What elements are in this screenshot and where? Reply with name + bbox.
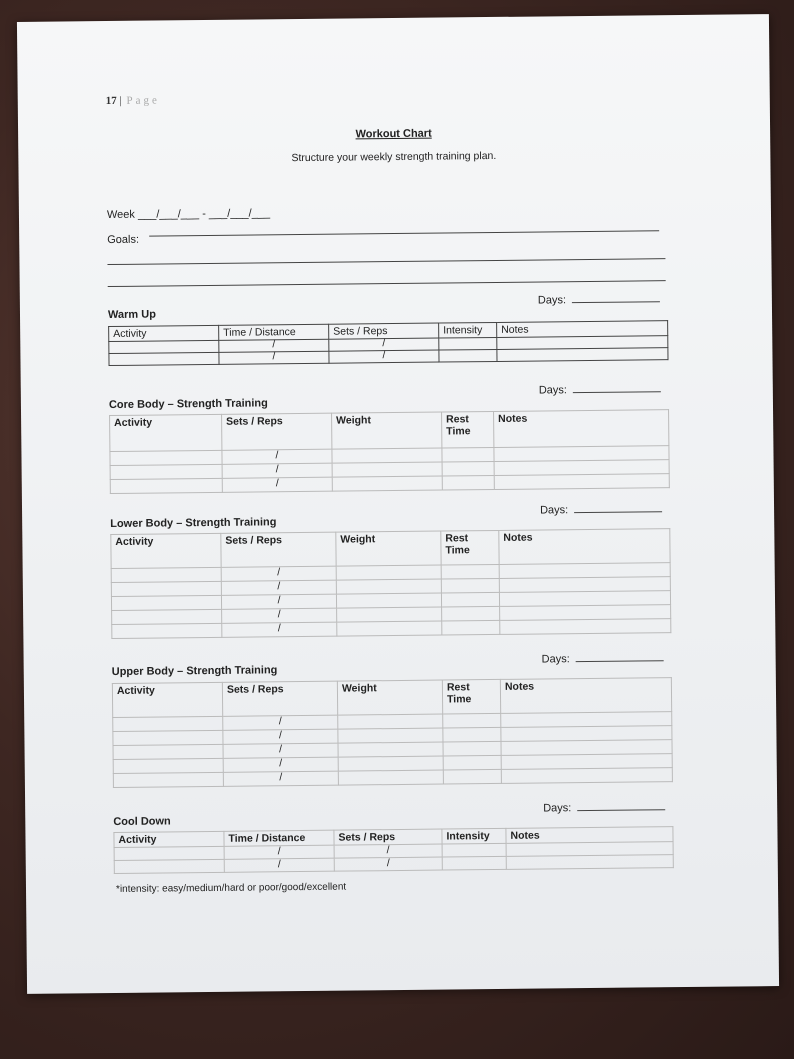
column-header: Notes: [506, 827, 673, 844]
days-blank[interactable]: [577, 809, 665, 811]
column-header: Rest Time: [441, 530, 499, 565]
page-title: Workout Chart: [355, 127, 432, 141]
column-header: Sets / Reps: [221, 532, 336, 567]
table-cell[interactable]: /: [334, 857, 442, 871]
days-label: Days:: [541, 653, 570, 666]
column-header: Activity: [111, 533, 221, 568]
table-cell[interactable]: [110, 478, 222, 493]
table-cell[interactable]: [441, 564, 499, 579]
table-cell[interactable]: [442, 606, 500, 621]
page-subtitle: Structure your weekly strength training plan.: [291, 149, 497, 165]
column-header: Intensity: [442, 828, 506, 844]
page-number-value: 17: [105, 94, 117, 108]
table-cell[interactable]: [442, 461, 494, 476]
column-header: Weight: [337, 680, 442, 715]
cool-down-days[interactable]: [543, 801, 665, 814]
table-cell[interactable]: [338, 714, 443, 729]
table-cell[interactable]: [443, 713, 501, 728]
table-cell[interactable]: /: [222, 622, 337, 637]
table-cell[interactable]: /: [219, 339, 329, 352]
table-cell[interactable]: [443, 755, 501, 770]
table-cell[interactable]: [442, 843, 506, 857]
table-cell[interactable]: /: [222, 608, 337, 623]
column-header: Weight: [332, 412, 442, 449]
table-cell[interactable]: [338, 728, 443, 743]
table-cell[interactable]: /: [221, 594, 336, 609]
days-blank[interactable]: [572, 301, 660, 303]
table-cell[interactable]: [113, 744, 223, 759]
column-header: Time / Distance: [224, 830, 334, 846]
table-cell[interactable]: [112, 623, 222, 638]
table-cell[interactable]: /: [329, 350, 439, 363]
table-cell[interactable]: [442, 447, 494, 462]
table-cell[interactable]: /: [221, 566, 336, 581]
table-cell[interactable]: [114, 846, 224, 860]
table-cell[interactable]: [110, 464, 222, 479]
goals-line-1[interactable]: [149, 230, 659, 236]
column-header: Rest Time: [442, 679, 500, 714]
table-cell[interactable]: [506, 855, 673, 870]
table-cell[interactable]: /: [329, 338, 439, 351]
table-cell[interactable]: /: [223, 729, 338, 744]
page-label: Page: [126, 94, 160, 107]
table-cell[interactable]: [442, 620, 500, 635]
table-cell[interactable]: [113, 730, 223, 745]
table-cell[interactable]: [494, 474, 669, 490]
week-blank[interactable]: ___/___/___ - ___/___/___: [137, 207, 271, 221]
table-cell[interactable]: [111, 567, 221, 582]
paper-sheet: [17, 14, 779, 994]
table-header-row: [110, 410, 669, 452]
table-cell[interactable]: [336, 593, 441, 608]
table-cell[interactable]: [337, 621, 442, 636]
days-blank[interactable]: [573, 391, 661, 393]
days-blank[interactable]: [576, 660, 664, 662]
table-cell[interactable]: [112, 609, 222, 624]
table-cell[interactable]: [442, 475, 494, 490]
table-cell[interactable]: [114, 859, 224, 873]
column-header: Activity: [109, 325, 219, 341]
column-header: Sets / Reps: [222, 681, 337, 716]
table-cell[interactable]: [439, 349, 497, 362]
table-cell[interactable]: /: [221, 580, 336, 595]
table-cell[interactable]: [441, 592, 499, 607]
table-cell[interactable]: [111, 581, 221, 596]
table-cell[interactable]: [113, 758, 223, 773]
table-cell[interactable]: [336, 565, 441, 580]
column-header: Notes: [499, 529, 670, 565]
goals-label: Goals:: [107, 233, 140, 247]
table-cell[interactable]: [332, 448, 442, 463]
column-header: Rest Time: [442, 411, 494, 448]
table-cell[interactable]: /: [219, 351, 329, 364]
column-header: Notes: [494, 410, 669, 448]
goals-line-3[interactable]: [108, 280, 666, 287]
table-cell[interactable]: /: [223, 715, 338, 730]
table-cell[interactable]: [338, 742, 443, 757]
table-cell[interactable]: /: [224, 845, 334, 859]
table-cell[interactable]: [443, 769, 501, 784]
core-table: [109, 409, 670, 494]
days-label: Days:: [538, 384, 568, 397]
table-header-row: [111, 529, 670, 569]
page-content: [105, 15, 680, 895]
cool-down-title: Cool Down: [113, 815, 171, 828]
column-header: Activity: [112, 682, 222, 717]
table-cell[interactable]: [337, 607, 442, 622]
table-cell[interactable]: /: [222, 449, 332, 464]
warm-up-title: Warm Up: [107, 308, 156, 322]
lower-title: Lower Body – Strength Training: [110, 516, 277, 531]
table-cell[interactable]: [332, 476, 442, 491]
table-cell[interactable]: [111, 595, 221, 610]
column-header: Activity: [110, 414, 222, 451]
days-label: Days:: [537, 294, 567, 307]
table-cell[interactable]: [441, 578, 499, 593]
table-cell[interactable]: /: [334, 844, 442, 858]
column-header: Notes: [497, 321, 668, 338]
table-cell[interactable]: /: [223, 771, 338, 786]
table-cell[interactable]: [109, 352, 219, 365]
lower-days[interactable]: [540, 503, 662, 516]
table-cell[interactable]: [443, 727, 501, 742]
table-cell[interactable]: [336, 579, 441, 594]
days-blank[interactable]: [574, 511, 662, 513]
warm-up-days[interactable]: [538, 293, 660, 306]
table-cell[interactable]: [442, 856, 506, 870]
column-header: Sets / Reps: [334, 829, 442, 845]
warm-up-table: [108, 320, 668, 366]
table-cell[interactable]: [338, 770, 443, 785]
days-label: Days:: [540, 504, 569, 517]
table-cell[interactable]: /: [222, 477, 332, 492]
column-header: Activity: [114, 831, 224, 847]
core-days[interactable]: [539, 383, 661, 396]
column-header: Intensity: [439, 322, 497, 338]
table-cell[interactable]: [497, 348, 668, 362]
table-cell[interactable]: [332, 462, 442, 477]
week-label: Week: [106, 208, 135, 222]
cool-down-table: [113, 826, 673, 874]
column-header: Notes: [500, 678, 671, 714]
table-cell[interactable]: [338, 756, 443, 771]
table-cell[interactable]: [501, 768, 672, 784]
table-cell[interactable]: /: [223, 743, 338, 758]
intensity-footnote: *intensity: easy/medium/hard or poor/good/excellent: [115, 881, 347, 895]
column-header: Time / Distance: [219, 324, 329, 340]
table-cell[interactable]: /: [222, 463, 332, 478]
days-label: Days:: [543, 802, 572, 815]
column-header: Sets / Reps: [329, 323, 439, 339]
page-number: 17 | Page: [105, 94, 160, 108]
table-cell[interactable]: [110, 450, 222, 465]
upper-table: [112, 677, 673, 788]
table-cell[interactable]: /: [224, 858, 334, 872]
table-cell[interactable]: [500, 619, 671, 635]
table-cell[interactable]: [439, 337, 497, 350]
upper-days[interactable]: [542, 652, 664, 665]
column-header: Weight: [336, 531, 441, 566]
table-cell[interactable]: [113, 772, 223, 787]
goals-line-2[interactable]: [107, 258, 665, 265]
week-field[interactable]: [107, 207, 270, 221]
lower-table: [110, 528, 671, 639]
core-title: Core Body – Strength Training: [108, 397, 268, 412]
column-header: Sets / Reps: [222, 413, 332, 450]
table-cell[interactable]: /: [223, 757, 338, 772]
table-cell[interactable]: [443, 741, 501, 756]
table-cell[interactable]: [113, 716, 223, 731]
upper-title: Upper Body – Strength Training: [111, 664, 278, 679]
